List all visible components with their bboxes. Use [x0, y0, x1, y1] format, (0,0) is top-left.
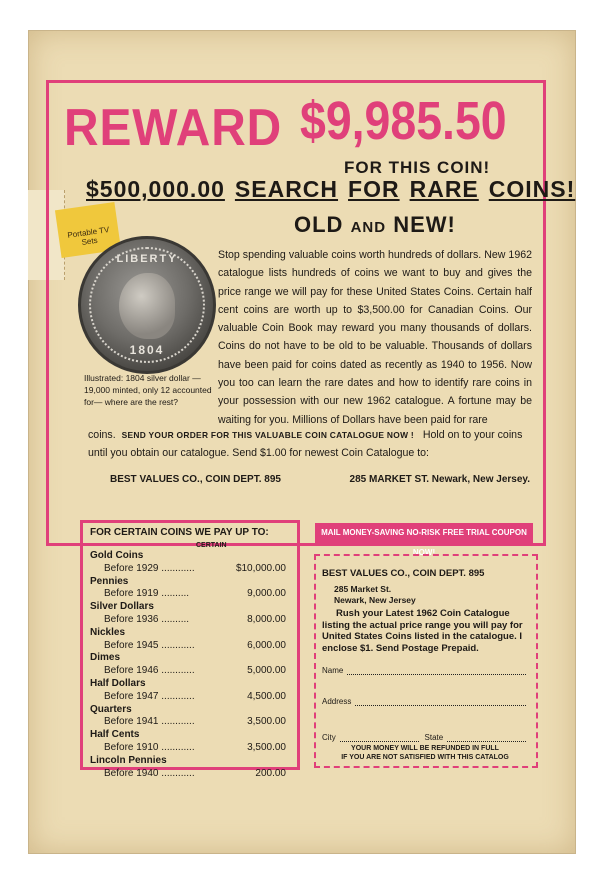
price-table-subtitle: CERTAIN — [196, 542, 227, 549]
price-category: Lincoln Pennies — [90, 754, 167, 766]
price-category: Nickles — [90, 626, 126, 638]
city-state-field[interactable]: City State — [322, 733, 526, 742]
price-row: Before 1941 ............ 3,500.00 — [104, 716, 286, 728]
coupon-head: BEST VALUES CO., COIN DEPT. 895 — [322, 568, 485, 579]
price-row: Before 1946 ............ 5,000.00 — [104, 665, 286, 677]
coin-bust — [119, 273, 175, 339]
price-row: Before 1936 .......... 8,000.00 — [104, 613, 286, 625]
body-text: Stop spending valuable coins worth hundreds of dollars. New 1962 catalogue lists hundreds of coins we want to buy and gives the price range we will pay for these United States Coins. Certain half cent coins are worth up to $3,500.00 for Canadian Coins. Our valuable Coin Book may reward you many thousands of dollars. Coins do not have to be old to be valuable. Thousands of dollars have been paid for coins dated as recently as 1940 to 1956. Now you too can learn the rare dates and how to identify rare coins in your possession with our new 1962 catalogue. A fortune may be waiting for you. Millions of Dollars have been paid for rare — [218, 249, 532, 426]
price-category: Dimes — [90, 652, 121, 664]
for-this-coin: FOR THIS COIN! — [344, 158, 491, 177]
price-category: Half Cents — [90, 729, 140, 741]
coupon-address: 285 Market St. Newark, New Jersey — [334, 584, 416, 605]
reward-headline: REWARD — [64, 99, 283, 157]
price-category: Gold Coins — [90, 550, 144, 561]
refund-notice: YOUR MONEY WILL BE REFUNDED IN FULL IF YOU ARE NOT SATISFIED WITH THIS CATALOG — [341, 745, 509, 761]
search-word: $500,000.00 — [86, 176, 225, 202]
company-address: BEST VALUES CO., COIN DEPT. 895 285 MARKET ST. Newark, New Jersey. — [110, 474, 530, 485]
price-table-title: FOR CERTAIN COINS WE PAY UP TO: — [90, 527, 269, 538]
coupon-text: Rush your Latest 1962 Coin Catalogue listing the actual price range you will pay for United States Coins listed in the catalogue. I enclose $1. Send Postage Prepaid. — [322, 608, 523, 654]
reward-amount: $9,985.50 — [300, 91, 507, 151]
address-field[interactable]: Address — [322, 697, 526, 706]
coupon-banner: MAIL MONEY-SAVING NO-RISK FREE TRIAL COUPON NOW! — [315, 523, 533, 543]
order-callout: SEND YOUR ORDER FOR THIS VALUABLE COIN CATALOGUE NOW ! — [121, 430, 414, 440]
price-category: Half Dollars — [90, 677, 146, 689]
search-word: COINS! — [488, 176, 576, 202]
price-category: Quarters — [90, 703, 132, 715]
coin-caption: Illustrated: 1804 silver dollar — 19,000 minted, only 12 accounted for— where are the rest? — [84, 373, 212, 407]
price-category: Silver Dollars — [90, 601, 154, 613]
price-row: Before 1919 .......... 9,000.00 — [104, 588, 286, 600]
price-row: Before 1910 ............ 3,500.00 — [104, 741, 286, 753]
coin-legend: LIBERTY — [116, 253, 178, 265]
price-row: Before 1940 ............ 200.00 — [104, 767, 286, 779]
search-word: SEARCH — [234, 176, 339, 202]
search-headline — [86, 176, 585, 203]
price-table — [90, 550, 286, 780]
order-paragraph: coins. SEND YOUR ORDER FOR THIS VALUABLE COIN CATALOGUE NOW ! Hold on to your coins until you obtain our catalogue. Send $1.00 for newest Coin Catalogue to: — [88, 429, 523, 460]
old-and-new: OLD AND NEW! — [294, 212, 456, 237]
silver-dollar-coin-image — [78, 236, 216, 374]
price-row: Before 1945 ............ 6,000.00 — [104, 639, 286, 651]
search-word: RARE — [409, 176, 479, 202]
coin-year: 1804 — [129, 343, 165, 357]
price-row: Before 1947 ............ 4,500.00 — [104, 690, 286, 702]
price-row: Before 1929 ............ $10,000.00 — [104, 562, 286, 574]
price-category: Pennies — [90, 575, 129, 587]
tv-sticker: Portable TV Sets — [55, 202, 121, 258]
name-field[interactable]: Name — [322, 666, 526, 675]
search-word: FOR — [348, 176, 400, 202]
